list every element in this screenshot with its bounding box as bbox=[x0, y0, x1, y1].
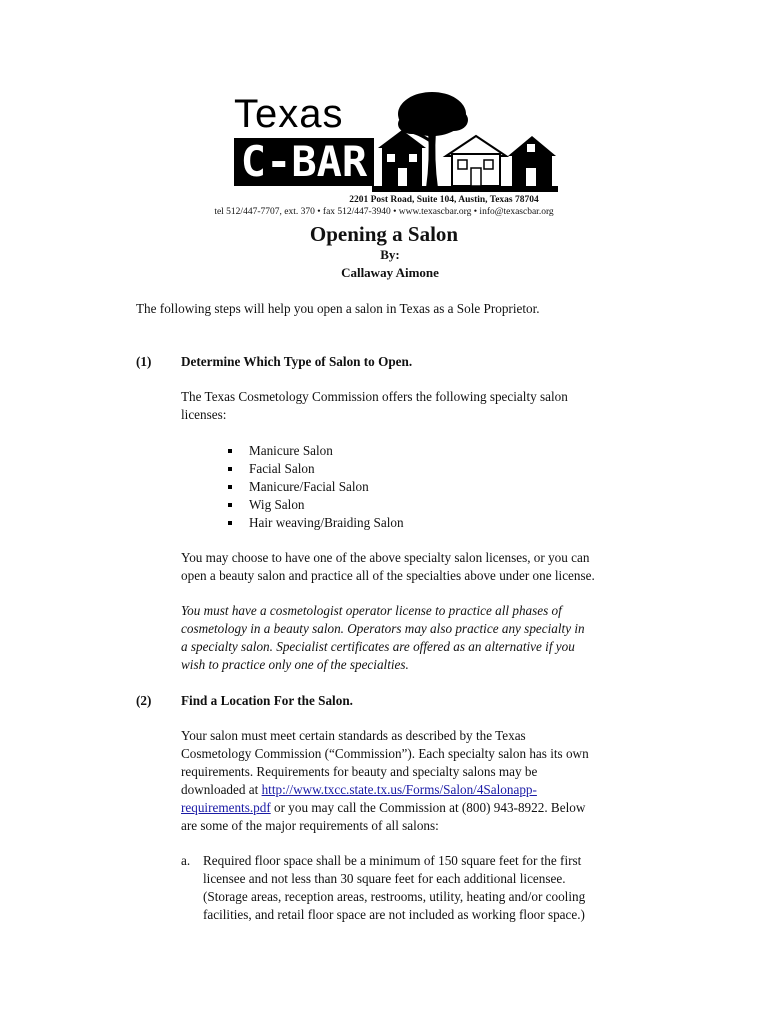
text-line: licensee and not less than 30 square feet for each additional licensee. bbox=[203, 871, 566, 886]
letterhead-contact: tel 512/447-7707, ext. 370 • fax 512/447-3940 • www.texascbar.org • info@texascbar.org bbox=[214, 207, 554, 217]
list-item: Manicure Salon bbox=[226, 442, 404, 460]
requirement-item-a-text bbox=[203, 852, 651, 924]
text-line: The Texas Cosmetology Commission offers the following specialty salon bbox=[181, 389, 568, 404]
section-2-number: (2) bbox=[136, 693, 152, 708]
texas-cbar-logo bbox=[232, 90, 558, 206]
list-item: Manicure/Facial Salon bbox=[226, 478, 404, 496]
section-2-heading: Find a Location For the Salon. bbox=[181, 693, 353, 708]
text-line: facilities, and retail floor space are not included as working floor space.) bbox=[203, 907, 585, 922]
requirements-link[interactable]: http://www.txcc.state.tx.us/Forms/Salon/4Salonapp- bbox=[261, 782, 537, 797]
houses-tree-icon bbox=[372, 90, 558, 198]
text-line: (Storage areas, reception areas, restrooms, utility, heating and/or cooling bbox=[203, 889, 586, 904]
list-item: Wig Salon bbox=[226, 496, 404, 514]
text-line: a specialty salon. Specialist certificates are offered as an alternative if you bbox=[181, 639, 575, 654]
section-2-paragraph bbox=[181, 727, 661, 835]
text-line: You must have a cosmetologist operator license to practice all phases of bbox=[181, 603, 562, 618]
section-1-paragraph-2 bbox=[181, 549, 661, 585]
salon-license-list bbox=[226, 442, 404, 532]
text-span: downloaded at bbox=[181, 782, 262, 797]
section-1-paragraph-1 bbox=[181, 388, 661, 424]
list-item: Facial Salon bbox=[226, 460, 404, 478]
text-line: Required floor space shall be a minimum of 150 square feet for the first bbox=[203, 853, 582, 868]
text-line: Cosmetology Commission (“Commission”). Each specialty salon has its own bbox=[181, 746, 589, 761]
logo-word-texas: Texas bbox=[234, 92, 344, 136]
section-1-number: (1) bbox=[136, 354, 152, 369]
text-line: open a beauty salon and practice all of the specialties above under one license. bbox=[181, 568, 595, 583]
intro-paragraph: The following steps will help you open a salon in Texas as a Sole Proprietor. bbox=[136, 301, 540, 316]
text-line: are some of the major requirements of all salons: bbox=[181, 818, 439, 833]
letterhead-address: 2201 Post Road, Suite 104, Austin, Texas 78704 bbox=[349, 195, 539, 205]
text-line: Your salon must meet certain standards as described by the Texas bbox=[181, 728, 526, 743]
section-1-note bbox=[181, 602, 661, 674]
text-line: wish to practice only one of the specialties. bbox=[181, 657, 409, 672]
document-title: Opening a Salon bbox=[309, 222, 459, 246]
text-span: or you may call the Commission at (800) 943-8922. Below bbox=[270, 800, 586, 815]
text-line: requirements. Requirements for beauty and specialty salons may be bbox=[181, 764, 538, 779]
text-line: cosmetology in a beauty salon. Operators may also practice any specialty in bbox=[181, 621, 585, 636]
author-name: Callaway Aimone bbox=[341, 265, 439, 280]
list-marker: a. bbox=[181, 853, 191, 868]
section-1-heading: Determine Which Type of Salon to Open. bbox=[181, 354, 413, 369]
text-line bbox=[181, 799, 661, 817]
logo-word-cbar: C-BAR bbox=[234, 138, 374, 186]
text-line: You may choose to have one of the above specialty salon licenses, or you can bbox=[181, 550, 590, 565]
text-line bbox=[181, 781, 661, 799]
list-item: Hair weaving/Braiding Salon bbox=[226, 514, 404, 532]
requirements-link-continued[interactable]: requirements.pdf bbox=[181, 800, 271, 815]
requirement-item-a bbox=[181, 852, 651, 924]
text-line: licenses: bbox=[181, 407, 227, 422]
byline-label: By: bbox=[380, 247, 400, 262]
